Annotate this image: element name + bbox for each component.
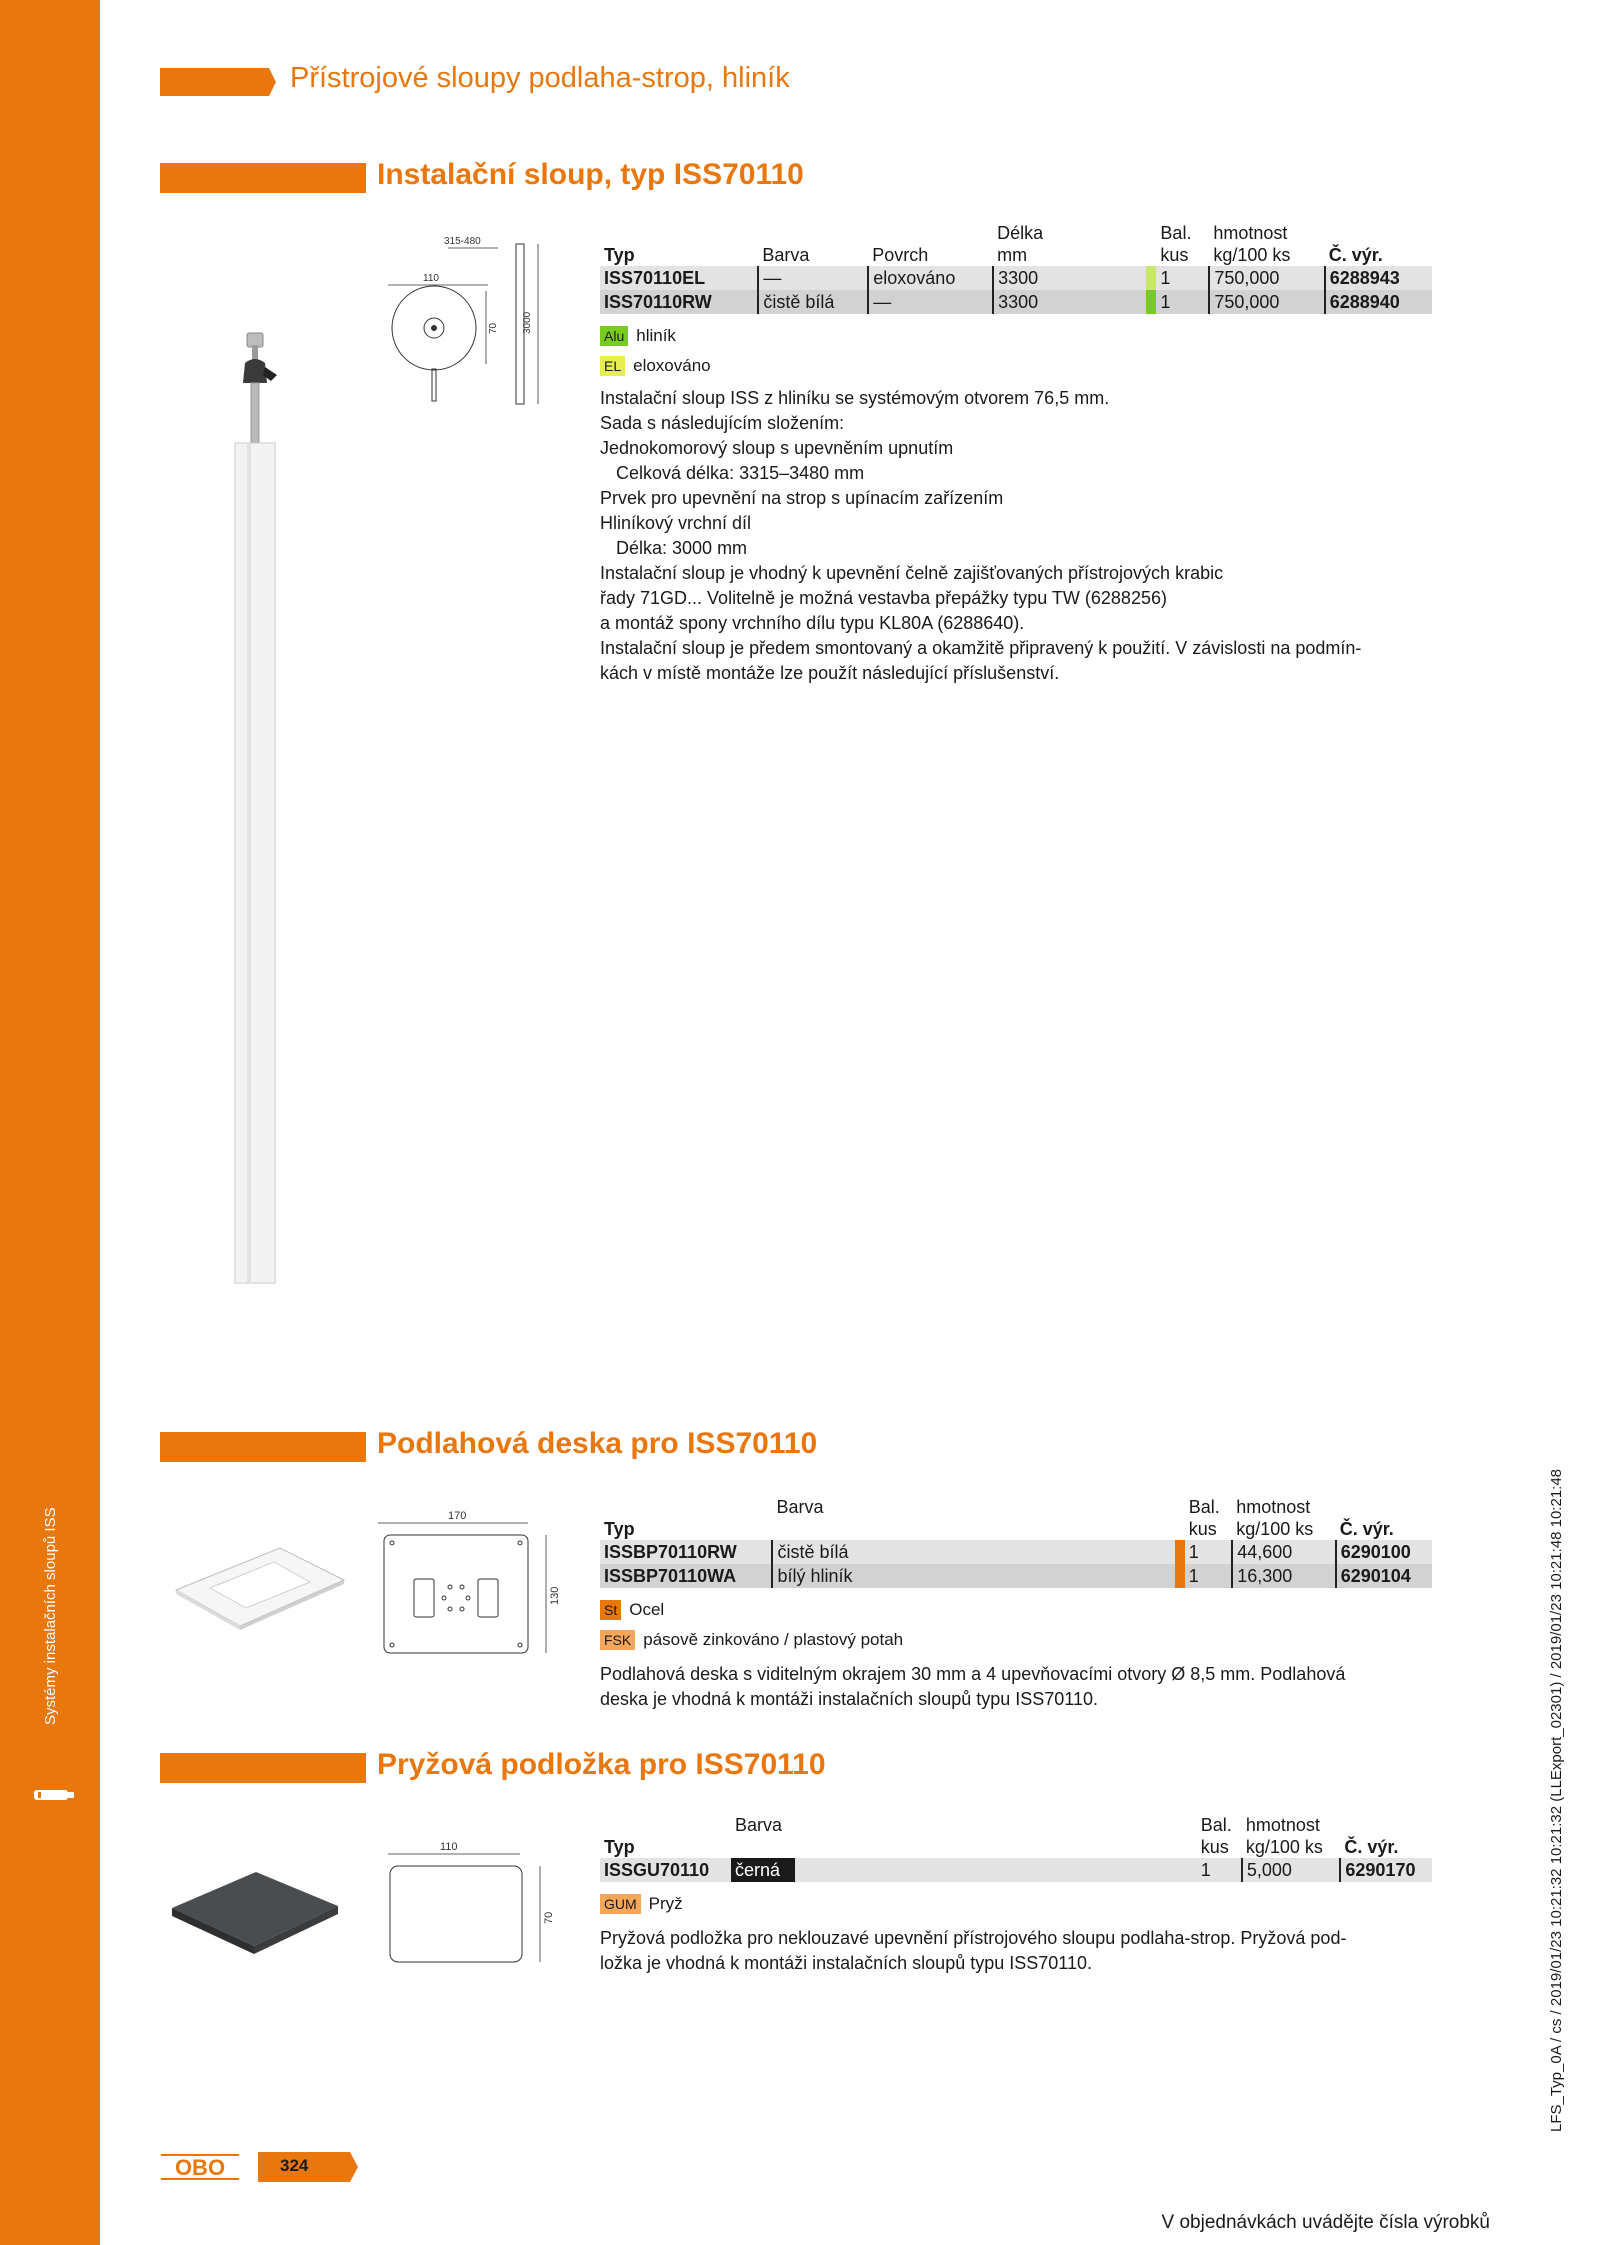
description-line: kách v místě montáže lze použít následující příslušenství. [600, 663, 1060, 683]
cell-hmotnost: 5,000 [1242, 1858, 1341, 1882]
floor-plate-technical-drawing [378, 1505, 568, 1670]
product-description [600, 386, 1430, 686]
material-indicator [1146, 290, 1156, 314]
col-typ: Typ [604, 245, 635, 265]
description-line: Podlahová deska s viditelným okrajem 30 mm a 4 upevňovacími otvory Ø 8,5 mm. Podlahová [600, 1664, 1346, 1684]
rubber-pad-technical-drawing [378, 1828, 568, 1978]
col-bal: Bal. kus [1188, 1497, 1220, 1539]
legend-label: pásově zinkováno / plastový potah [643, 1630, 904, 1649]
page-title: Přístrojové sloupy podlaha-strop, hliník [290, 62, 790, 94]
sidebar [0, 0, 100, 2245]
table-row [600, 1858, 1432, 1882]
col-delka: Délka mm [997, 223, 1044, 265]
print-metadata: LFS_Typ_0A / cs / 2019/01/23 10:21:32 10:21:32 (LLExport_02301) / 2019/01/23 10:21:48 10:21:48 [1548, 1468, 1565, 2132]
cell-delka: 3300 [993, 266, 1066, 290]
col-typ: Typ [604, 1837, 635, 1857]
rubber-pad-product-image [168, 1858, 348, 1958]
cell-bal: 1 [1197, 1858, 1242, 1882]
drawing-label-depth: 70 [488, 322, 499, 334]
section-title-column: Instalační sloup, typ ISS70110 [377, 158, 804, 191]
drawing-label-height: 130 [549, 1586, 561, 1605]
drawing-label-width: 170 [448, 1510, 467, 1522]
cell-barva: bílý hliník [772, 1564, 874, 1588]
cell-hmotnost: 16,300 [1232, 1564, 1335, 1588]
description-line: řady 71GD... Volitelně je možná vestavba přepážky typu TW (6288256) [600, 588, 1167, 608]
table-row [600, 266, 1432, 290]
cell-typ: ISSBP70110RW [600, 1540, 772, 1564]
cell-hmotnost: 750,000 [1209, 290, 1324, 314]
legend-tag: GUM [600, 1894, 641, 1914]
description-line: a montáž spony vrchního dílu typu KL80A (6288640). [600, 613, 1025, 633]
drawing-label-length: 315-480 [444, 236, 481, 247]
cell-barva: čistě bílá [758, 290, 868, 314]
table-row [600, 1564, 1432, 1588]
cell-cvyr: 6288943 [1325, 266, 1432, 290]
table-row [600, 290, 1432, 314]
description-line: Sada s následujícím složením: [600, 413, 845, 433]
product-table-column [600, 222, 1432, 314]
description-line: Pryžová podložka pro neklouzavé upevnění přístrojového sloupu podlaha-strop. Pryžová pod- [600, 1928, 1347, 1948]
col-cvyr: Č. výr. [1344, 1837, 1399, 1857]
legend-item [600, 356, 711, 376]
description-line: Celková délka: 3315–3480 mm [616, 463, 865, 483]
material-indicator [1146, 266, 1156, 290]
section-title-rubber-pad: Pryžová podložka pro ISS70110 [377, 1748, 826, 1781]
column-technical-drawing [378, 234, 568, 409]
product-description [600, 1662, 1430, 1712]
cell-povrch: — [868, 290, 993, 314]
floor-plate-product-image [170, 1530, 350, 1640]
cell-povrch: eloxováno [868, 266, 993, 290]
cell-cvyr: 6290104 [1336, 1564, 1432, 1588]
page-number: 324 [280, 2156, 309, 2175]
legend-item [600, 326, 676, 346]
drawing-label-width: 110 [423, 273, 439, 284]
cell-bal: 1 [1185, 1564, 1232, 1588]
cell-cvyr: 6290170 [1340, 1858, 1432, 1882]
cell-typ: ISS70110EL [600, 266, 758, 290]
col-hmotnost: hmotnost kg/100 ks [1213, 223, 1291, 265]
cell-barva: černá [731, 1858, 795, 1882]
section-title-floor-plate: Podlahová deska pro ISS70110 [377, 1427, 818, 1460]
column-product-image [225, 325, 295, 1290]
description-line: ložka je vhodná k montáži instalačních sloupů typu ISS70110. [600, 1953, 1092, 1973]
column-icon [32, 1786, 76, 1804]
cell-bal: 1 [1156, 290, 1209, 314]
legend-tag: FSK [600, 1630, 635, 1650]
cell-hmotnost: 750,000 [1209, 266, 1324, 290]
header-accent-bar [160, 68, 276, 96]
legend-item [600, 1600, 664, 1620]
col-povrch: Povrch [872, 245, 929, 265]
col-bal: Bal. kus [1200, 1815, 1232, 1857]
cell-cvyr: 6288940 [1325, 290, 1432, 314]
cell-delka: 3300 [993, 290, 1066, 314]
description-line: Jednokomorový sloup s upevněním upnutím [600, 438, 954, 458]
col-typ: Typ [604, 1519, 635, 1539]
legend-label: eloxováno [633, 356, 711, 375]
description-line: Prvek pro upevnění na strop s upínacím zařízením [600, 488, 1004, 508]
description-line: Hliníkový vrchní díl [600, 513, 752, 533]
col-hmotnost: hmotnost kg/100 ks [1245, 1815, 1323, 1857]
legend-label: hliník [636, 326, 676, 345]
cell-typ: ISSBP70110WA [600, 1564, 772, 1588]
col-bal: Bal. kus [1160, 223, 1192, 265]
product-table-floor-plate [600, 1496, 1432, 1588]
col-cvyr: Č. výr. [1328, 245, 1383, 265]
cell-typ: ISSGU70110 [600, 1858, 731, 1882]
material-indicator [1175, 1540, 1185, 1564]
table-row [600, 1540, 1432, 1564]
col-cvyr: Č. výr. [1339, 1519, 1394, 1539]
cell-hmotnost: 44,600 [1232, 1540, 1335, 1564]
legend-tag: Alu [600, 326, 628, 346]
footer-note: V objednávkách uvádějte čísla výrobků [1161, 2212, 1490, 2233]
product-description [600, 1926, 1430, 1976]
cell-bal: 1 [1156, 266, 1209, 290]
section-accent-bar [160, 1432, 366, 1462]
section-accent-bar [160, 1753, 366, 1783]
description-line: Instalační sloup ISS z hliníku se systémovým otvorem 76,5 mm. [600, 388, 1110, 408]
col-hmotnost: hmotnost kg/100 ks [1236, 1497, 1314, 1539]
legend-item [600, 1630, 903, 1650]
obo-logo [160, 2152, 240, 2182]
cell-barva: — [758, 266, 868, 290]
drawing-label-width: 110 [440, 1841, 458, 1853]
cell-barva: čistě bílá [772, 1540, 874, 1564]
col-barva: Barva [762, 245, 810, 265]
description-line: Instalační sloup je vhodný k upevnění čelně zajišťovaných přístrojových krabic [600, 563, 1224, 583]
cell-cvyr: 6290100 [1336, 1540, 1432, 1564]
legend-label: Ocel [629, 1600, 665, 1619]
drawing-label-height: 3000 [522, 311, 533, 334]
legend-label: Pryž [648, 1894, 683, 1913]
legend-tag: EL [600, 356, 625, 376]
drawing-label-height: 70 [543, 1911, 555, 1924]
description-line: Instalační sloup je předem smontovaný a okamžitě připravený k použití. V závislosti na podmín- [600, 638, 1362, 658]
cell-typ: ISS70110RW [600, 290, 758, 314]
cell-bal: 1 [1185, 1540, 1232, 1564]
description-line: Délka: 3000 mm [616, 538, 748, 558]
section-accent-bar [160, 163, 366, 193]
description-line: deska je vhodná k montáži instalačních sloupů typu ISS70110. [600, 1689, 1098, 1709]
legend-tag: St [600, 1600, 621, 1620]
sidebar-section-label: Systémy instalačních sloupů ISS [42, 1507, 59, 1725]
material-indicator [1175, 1564, 1185, 1588]
svg-text:OBO: OBO [174, 2155, 226, 2180]
col-barva: Barva [776, 1497, 824, 1517]
col-barva: Barva [734, 1815, 782, 1835]
legend-item [600, 1894, 683, 1914]
product-table-rubber-pad [600, 1814, 1432, 1882]
